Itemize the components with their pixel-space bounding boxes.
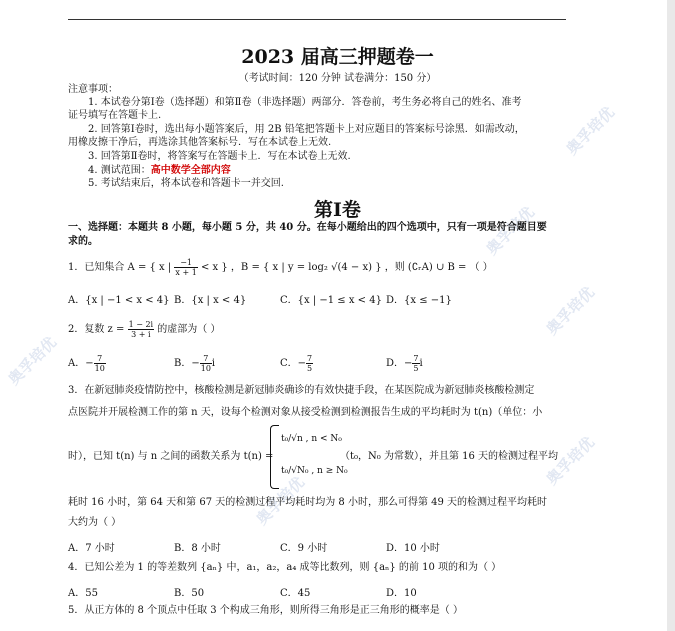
exam-info: （考试时间：120 分钟 试卷满分：150 分） — [238, 73, 437, 84]
note-2a: 2. 回答第Ⅰ卷时，选出每小题答案后，用 2B 铅笔把答题卡上对应题目的答案标号涂黑．如需改动， — [88, 124, 525, 135]
q2-fraction: $\frac{1 - 2i}{3 + i}$ — [128, 320, 154, 339]
q2-option-d: D．− $\frac{7}{5}$ i — [386, 354, 423, 373]
watermark: 奥孚培优 — [562, 103, 618, 159]
watermark: 奥孚培优 — [482, 203, 538, 259]
q4-option-d: D．10 — [386, 588, 417, 599]
q4-option-b: B．50 — [174, 588, 205, 599]
q3-line-3a: 时），已知 t(n) 与 n 之间的函数关系为 t(n) = — [68, 451, 274, 462]
section-title: 第Ⅰ卷 — [314, 199, 361, 221]
watermark: 奥孚培优 — [542, 283, 598, 339]
section-intro-1: 一、选择题：本题共 8 小题，每小题 5 分，共 40 分。在每小题给出的四个选项中，只有一项是符合题目要 — [68, 222, 547, 233]
page-title: 2023 届高三押题卷一 — [241, 46, 434, 68]
q3-option-a: A．7 小时 — [68, 543, 115, 554]
q3-line-3b: （t₀，N₀ 为常数），并且第 16 天的检测过程平均 — [340, 451, 559, 462]
note-1b: 证号填写在答题卡上. — [68, 110, 162, 121]
watermark: 奥孚培优 — [4, 333, 60, 389]
question-5: 5．从正方体的 8 个顶点中任取 3 个构成三角形，则所得三角形是正三角形的概率是（ ） — [68, 605, 463, 616]
piecewise-brace — [270, 425, 279, 489]
scrollbar-track[interactable] — [667, 0, 675, 631]
q2-option-c: C．− $\frac{7}{5}$ — [280, 354, 313, 373]
question-4: 4．已知公差为 1 的等差数列 {aₙ} 中，a₁，a₂，a₄ 成等比数列，则 {aₙ} 的前 10 项的和为（ ） — [68, 562, 502, 573]
watermark: 奥孚培优 — [252, 473, 308, 529]
question-1 — [68, 258, 493, 277]
q2-option-b: B．− $\frac{7}{10}$ i — [174, 354, 216, 373]
notes-heading: 注意事项： — [68, 84, 118, 95]
note-4-prefix: 4. 测试范围： — [88, 165, 151, 176]
q2-text-a: 2．复数 z = — [68, 324, 125, 335]
q1-option-d: D．{x ≤ −1} — [386, 295, 452, 306]
note-5: 5. 考试结束后，将本试卷和答题卡一并交回. — [88, 178, 284, 189]
q3-option-d: D．10 小时 — [386, 543, 440, 554]
q3-line-5: 大约为（ ） — [68, 517, 122, 528]
header-rule — [68, 19, 566, 20]
note-1a: 1. 本试卷分第Ⅰ卷（选择题）和第Ⅱ卷（非选择题）两部分．答卷前，考生务必将自己的姓名、准考 — [88, 97, 522, 108]
q1-option-a: A．{x | −1 < x < 4} — [68, 295, 170, 306]
q1-text-a: 1．已知集合 A = { x | — [68, 262, 172, 273]
note-4 — [88, 164, 231, 177]
q3-option-c: C．9 小时 — [280, 543, 328, 554]
q3-line-1: 3．在新冠肺炎疫情防控中，核酸检测是新冠肺炎确诊的有效快捷手段，在某医院成为新冠肺炎核酸检测定 — [68, 385, 535, 396]
q4-option-c: C．45 — [280, 588, 311, 599]
q3-line-4: 耗时 16 小时，第 64 天和第 67 天的检测过程平均耗时均为 8 小时，那么可得第 49 天的检测过程平均耗时 — [68, 497, 548, 508]
q2-text-b: 的虚部为（ ） — [157, 324, 221, 335]
q4-option-a: A．55 — [68, 588, 98, 599]
q3-case-2: t₀/√N₀ , n ≥ N₀ — [281, 466, 348, 476]
q3-line-2: 点医院并开展检测工作的第 n 天，设每个检测对象从接受检测到检测报告生成的平均耗时为 t(n)（单位：小 — [68, 407, 543, 418]
section-intro-2: 求的。 — [68, 236, 98, 247]
q1-option-c: C．{x | −1 ≤ x < 4} — [280, 295, 382, 306]
q1-option-b: B．{x | x < 4} — [174, 295, 247, 306]
q1-fraction: $\frac{-1}{x + 1}$ — [175, 258, 197, 277]
note-3: 3. 回答第Ⅱ卷时，将答案写在答题卡上．写在本试卷上无效. — [88, 151, 351, 162]
note-2b: 用橡皮擦干净后，再选涂其他答案标号．写在本试卷上无效. — [68, 137, 332, 148]
q3-case-1: t₀/√n , n < N₀ — [281, 434, 342, 444]
watermark: 奥孚培优 — [542, 433, 598, 489]
q1-text-b: < x } ，B = { x | y = log₂ √(4 − x) } ，则 (∁ᵣA) ∪ B = （ ） — [201, 262, 493, 273]
question-2 — [68, 320, 220, 339]
q3-option-b: B．8 小时 — [174, 543, 221, 554]
test-scope: 高中数学全部内容 — [150, 165, 231, 176]
q2-option-a: A．− $\frac{7}{10}$ — [68, 354, 105, 373]
